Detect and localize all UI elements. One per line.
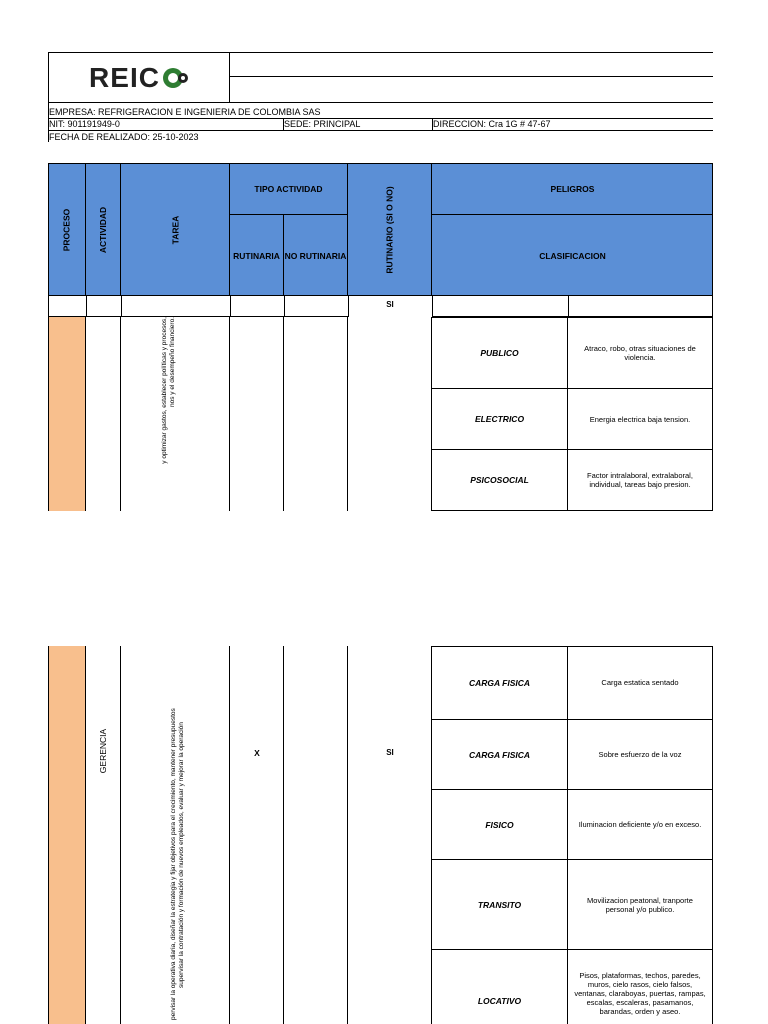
blank-div-3 [230, 296, 231, 317]
header-line-mid [230, 76, 713, 77]
logo-text: REIC [89, 62, 160, 93]
blank-div-4 [284, 296, 285, 317]
p1-descripcion-2: Energia electrica baja tension. [568, 389, 713, 450]
p2-actividad-label: GERENCIA [98, 728, 108, 774]
p2-rutinario-value: SI [386, 748, 394, 757]
p2-descripcion-3: Iluminacion deficiente y/o en exceso. [568, 790, 713, 860]
info-div-2 [432, 118, 433, 130]
blank-div-6 [432, 296, 433, 317]
p2-proceso-cell [48, 646, 86, 1024]
info-line-1 [48, 118, 713, 119]
p1-clasificacion-3: PSICOSOCIAL [432, 450, 568, 511]
header-tarea: TAREA [121, 163, 230, 296]
p2-actividad-cell [86, 646, 121, 856]
nit-label: NIT: 901191949-0 [49, 119, 120, 129]
info-left-border [48, 102, 49, 142]
header-actividad: ACTIVIDAD [86, 163, 121, 296]
p2-clasificacion-1: CARGA FISICA [432, 646, 568, 720]
p1-descripcion-3: Factor intralaboral, extralaboral, individual, tareas bajo presion. [568, 450, 713, 511]
p1-rutinario-cell [348, 317, 432, 511]
p2-descripcion-2: Sobre esfuerzo de la voz [568, 720, 713, 790]
p1-rutinario-value: SI [386, 300, 394, 309]
p2-tarea-line-1: pervisar la operativa diaria, diseñar la estrategia y fijar objetivos para el crecimiento, mantener presupuestos [170, 708, 177, 1020]
header-no-rutinaria: NO RUTINARIA [284, 215, 348, 296]
p1-proceso-cell [48, 317, 86, 511]
p1-actividad-cell [86, 317, 121, 511]
header-peligros: PELIGROS [432, 163, 713, 215]
p2-tarea-cell [121, 646, 230, 1024]
info-line-2 [48, 130, 713, 131]
p2-descripcion-1: Carga estatica sentado [568, 646, 713, 720]
header-clasificacion: CLASIFICACION [539, 250, 606, 261]
info-div-1 [283, 118, 284, 130]
p1-no-rutinaria-cell [284, 317, 348, 511]
p2-rutinaria-cell [230, 646, 284, 1024]
header-tipo-actividad: TIPO ACTIVIDAD [230, 163, 348, 215]
p2-no-rutinaria-cell [284, 646, 348, 1024]
p2-rutinario-cell [348, 646, 432, 1024]
header-rutinaria: RUTINARIA [230, 215, 284, 296]
header-line-bottom [48, 102, 713, 103]
p1-tarea-line-1: y optimizar gastos, establecer políticas y procesos, [161, 317, 168, 464]
p1-tarea-cell [121, 317, 230, 511]
fecha-label: FECHA DE REALIZADO: 25-10-2023 [49, 132, 199, 142]
p2-clasificacion-3: FISICO [432, 790, 568, 860]
header-proceso: PROCESO [48, 163, 86, 296]
logo-gear-icon [161, 65, 189, 91]
p2-rutinaria-mark: X [254, 748, 260, 758]
p2-descripcion-5: Pisos, plataformas, techos, paredes, muros, cielo rasos, cielo falsos, ventanas, claraboyas, puertas, rampas, escalas, escaleras, pasamanos, barandas, orden y aseo. [568, 950, 713, 1024]
logo [79, 61, 199, 95]
p2-clasificacion-4: TRANSITO [432, 860, 568, 950]
p2-tarea-line-2: supervisar la contratación y formación de nuevos empleados, evaluar y mejorar la operación [178, 722, 185, 988]
p1-rutinaria-cell [230, 317, 284, 511]
p2-descripcion-4: Movilizacion peatonal, tranporte personal y/o publico. [568, 860, 713, 950]
p1-clasificacion-1: PUBLICO [432, 317, 568, 389]
blank-div-2 [121, 296, 122, 317]
p1-tarea-line-2: nos y el desempeño financiero. [169, 317, 176, 407]
logo-box [48, 52, 230, 102]
p2-clasificacion-2: CARGA FISICA [432, 720, 568, 790]
direccion-label: DIRECCION: Cra 1G # 47-67 [433, 119, 551, 129]
header-rutinario: RUTINARIO (SI O NO) [348, 163, 432, 296]
p2-clasificacion-5: LOCATIVO [432, 950, 568, 1024]
empresa-label: EMPRESA: REFRIGERACION E INGENIERIA DE COLOMBIA SAS [49, 107, 321, 117]
p1-descripcion-1: Atraco, robo, otras situaciones de violencia. [568, 317, 713, 389]
header-line-top [230, 52, 713, 53]
blank-div-1 [86, 296, 87, 317]
p1-top-line [432, 317, 713, 318]
p1-clasificacion-2: ELECTRICO [432, 389, 568, 450]
blank-div-7 [568, 296, 569, 317]
sede-label: SEDE: PRINCIPAL [284, 119, 361, 129]
